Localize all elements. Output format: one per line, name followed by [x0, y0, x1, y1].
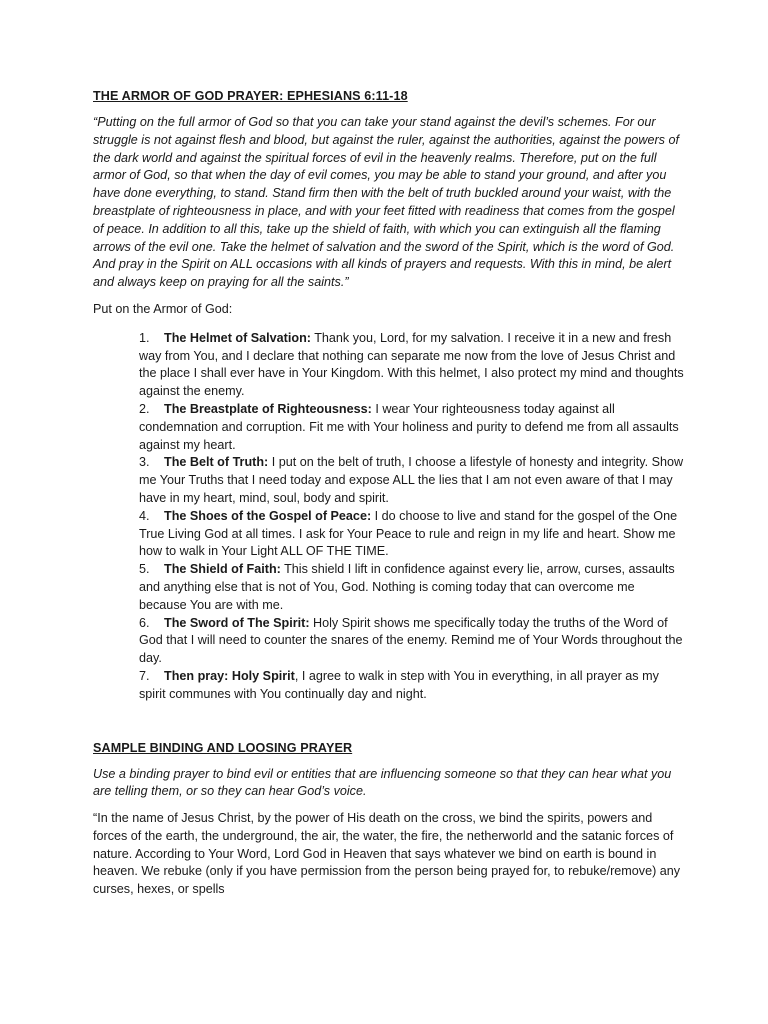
binding-prayer-text: “In the name of Jesus Christ, by the power of His death on the cross, we bind the spirits, powers and forces of the earth, the underground, the air, the water, the fire, the netherworld and the satanic forces of nature. According to Your Word, Lord God in Heaven that says whatever we bind on earth is bound in heaven. We rebuke (only if you have permission from the person being prayed for, to rebuke/remove) any curses, hexes, or spells: [93, 811, 681, 897]
item-text: Holy Spirit shows me specifically today the truths of the Word of God that I will need to counter the snares of the enemy. Remind me of Your Words throughout the day.: [139, 615, 683, 666]
item-title: The Belt of Truth:: [164, 455, 269, 470]
item-text: I put on the belt of truth, I choose a lifestyle of honesty and integrity. Show me Your Truths that I need today and expose ALL the lies that I am not even aware of that I may have in my heart, mind, soul, body and spirit.: [139, 455, 684, 505]
document-content: [93, 88, 685, 899]
list-number: 7.: [139, 668, 150, 683]
list-number: 3.: [139, 455, 150, 470]
list-number: 1.: [139, 330, 150, 345]
list-number: 6.: [139, 615, 150, 630]
list-number: 4.: [139, 508, 150, 523]
ephesians-quote: “Putting on the full armor of God so that you can take your stand against the devil’s schemes. For our struggle is not against flesh and blood, but against the ruler, against the authorities, against the powers of the dark world and against the spiritual forces of evil in the heavenly realms. Therefore, put on the full armor of God, so that when the day of evil comes, you may be able to stand your ground, and after you have done everything, to stand. Stand firm then with the belt of truth buckled around your waist, with the breastplate of righteousness in place, and with your feet fitted with readiness that comes from the gospel of peace. In addition to all this, take up the shield of faith, with which you can extinguish all the flaming arrows of the evil one. Take the helmet of salvation and the sword of the Spirit, which is the word of God. And pray in the Spirit on ALL occasions with all kinds of prayers and requests. With this in mind, be alert and always keep on praying for all the saints.”: [93, 115, 679, 290]
item-title: The Shoes of the Gospel of Peace:: [164, 508, 372, 523]
armor-list-item: [139, 330, 685, 401]
list-number: 2.: [139, 401, 150, 416]
item-title: The Helmet of Salvation:: [164, 330, 311, 345]
armor-list: [93, 330, 685, 704]
item-text: This shield I lift in confidence against every lie, arrow, curses, assaults and anything else that is not of You, God. Nothing is coming today that can overcome me because You are with me.: [139, 562, 675, 612]
binding-prayer-section: [93, 740, 685, 900]
armor-list-item: [139, 615, 685, 668]
armor-list-item: [139, 508, 685, 561]
item-text: , I agree to walk in step with You in everything, in all prayer as my spirit communes with You continually day and night.: [139, 668, 659, 701]
item-text: I wear Your righteousness today against all condemnation and corruption. Fit me with Your holiness and purity to defend me from all assaults against my heart.: [139, 401, 679, 452]
armor-heading: THE ARMOR OF GOD PRAYER: EPHESIANS 6:11-18: [93, 89, 408, 103]
armor-intro: Put on the Armor of God:: [93, 301, 233, 316]
armor-list-item: [139, 401, 685, 454]
item-title: The Breastplate of Righteousness:: [164, 401, 372, 416]
item-title: The Sword of The Spirit:: [164, 615, 310, 630]
armor-list-item: [139, 561, 685, 614]
binding-instructions: Use a binding prayer to bind evil or entities that are influencing someone so that they can hear what you are telling them, or so they can hear God’s voice.: [93, 766, 672, 799]
list-number: 5.: [139, 562, 150, 577]
binding-heading: SAMPLE BINDING AND LOOSING PRAYER: [93, 740, 353, 755]
armor-of-god-section: [93, 88, 685, 704]
item-text: Thank you, Lord, for my salvation. I receive it in a new and fresh way from You, and I declare that nothing can separate me now from the love of Jesus Christ and the place I shall ever have in Your Kingdom. With this helmet, I also protect my mind and thoughts against the enemy.: [139, 330, 684, 399]
armor-list-item: [139, 454, 685, 507]
item-title: The Shield of Faith:: [164, 562, 281, 577]
item-text: I do choose to live and stand for the gospel of the One True Living God at all times. I ask for Your Peace to rule and reign in my life and heart. Show me how to walk in Your Light ALL OF THE TIME.: [139, 508, 678, 559]
item-title: Then pray: Holy Spirit: [164, 668, 295, 683]
armor-list-item: [139, 668, 685, 704]
